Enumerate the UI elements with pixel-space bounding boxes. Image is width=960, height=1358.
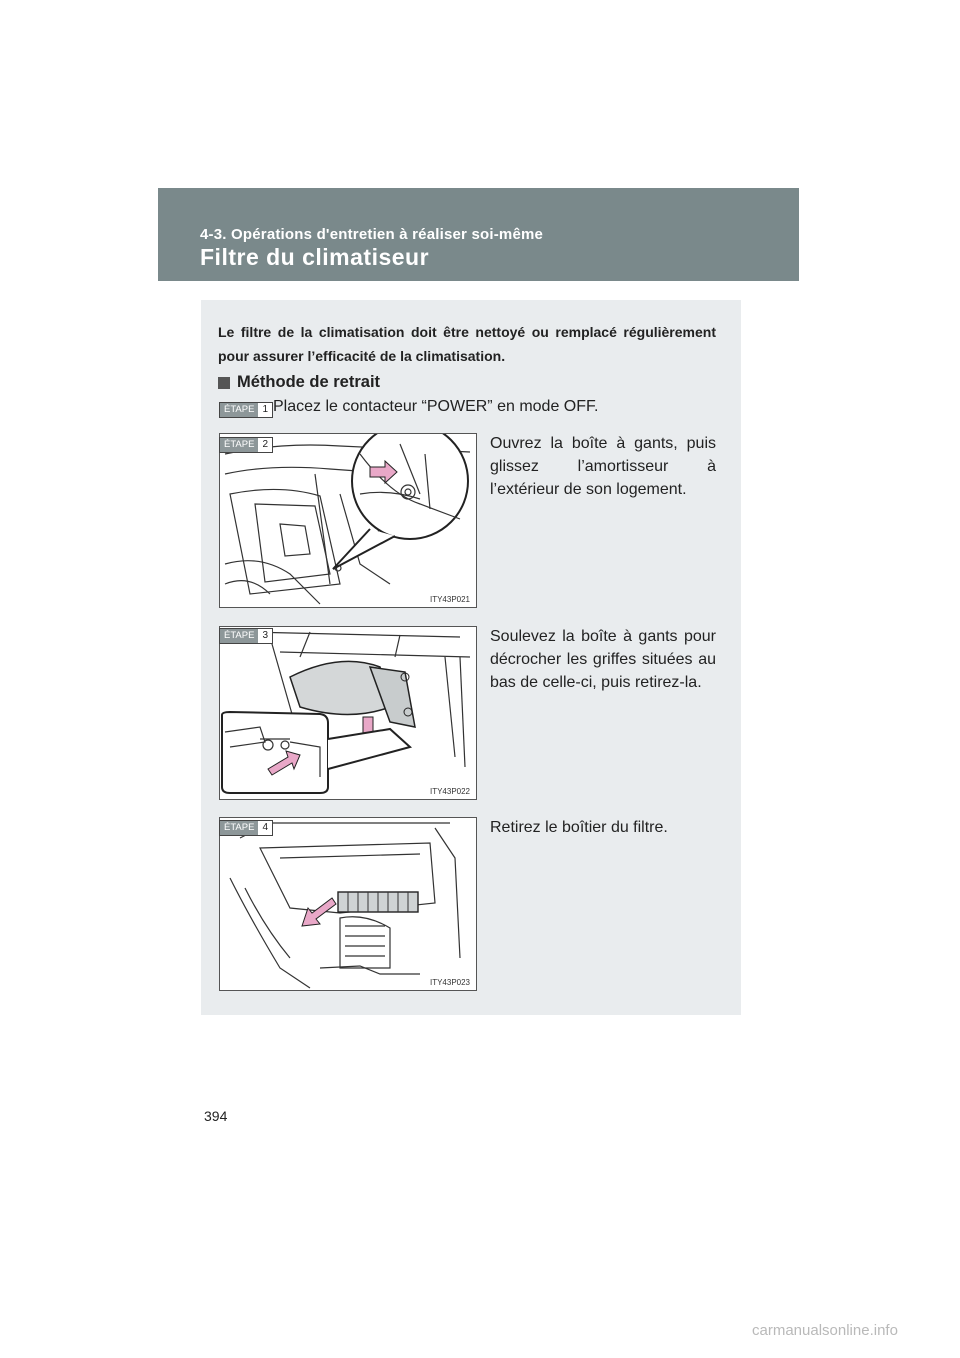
step-badge-2 <box>219 437 273 453</box>
figure-code: ITY43P022 <box>429 787 470 796</box>
figure-step-2 <box>219 433 477 608</box>
section-label: 4-3. Opérations d'entretien à réaliser soi-même <box>200 226 544 243</box>
step-badge-1 <box>219 402 273 418</box>
step-word: ÉTAPE <box>220 438 258 452</box>
step-number: 3 <box>258 629 272 643</box>
figure-code: ITY43P021 <box>429 595 470 604</box>
step-word: ÉTAPE <box>220 629 258 643</box>
step-badge-3 <box>219 628 273 644</box>
glovebox-damper-illustration <box>220 434 476 607</box>
step-word: ÉTAPE <box>220 821 258 835</box>
step-badge-4 <box>219 820 273 836</box>
filter-case-illustration <box>220 818 476 990</box>
figure-step-4 <box>219 817 477 991</box>
page-number: 394 <box>204 1108 228 1124</box>
step-number: 1 <box>258 403 272 417</box>
step-number: 2 <box>258 438 272 452</box>
intro-paragraph: Le filtre de la climatisation doit être nettoyé ou remplacé régulièrement pour assurer l’efficacité de la climatisation. <box>218 324 716 364</box>
subheading <box>218 373 380 392</box>
watermark: carmanualsonline.info <box>752 1322 898 1339</box>
step-number: 4 <box>258 821 272 835</box>
subheading-text: Méthode de retrait <box>237 373 381 391</box>
step-4-text: Retirez le boîtier du filtre. <box>490 819 668 836</box>
step-3-text: Soulevez la boîte à gants pour décrocher les griffes situées au bas de celle-ci, puis retirez-la. <box>490 628 716 691</box>
step-word: ÉTAPE <box>220 403 258 417</box>
figure-step-3 <box>219 626 477 800</box>
square-bullet-icon <box>218 377 230 389</box>
glovebox-removal-illustration <box>220 627 476 799</box>
section-header <box>158 188 799 281</box>
figure-code: ITY43P023 <box>429 978 470 987</box>
page-title: Filtre du climatiseur <box>200 244 430 270</box>
step-2-text: Ouvrez la boîte à gants, puis glissez l’amortisseur à l’extérieur de son logement. <box>490 435 716 498</box>
step-1-text: Placez le contacteur “POWER” en mode OFF. <box>273 398 599 415</box>
